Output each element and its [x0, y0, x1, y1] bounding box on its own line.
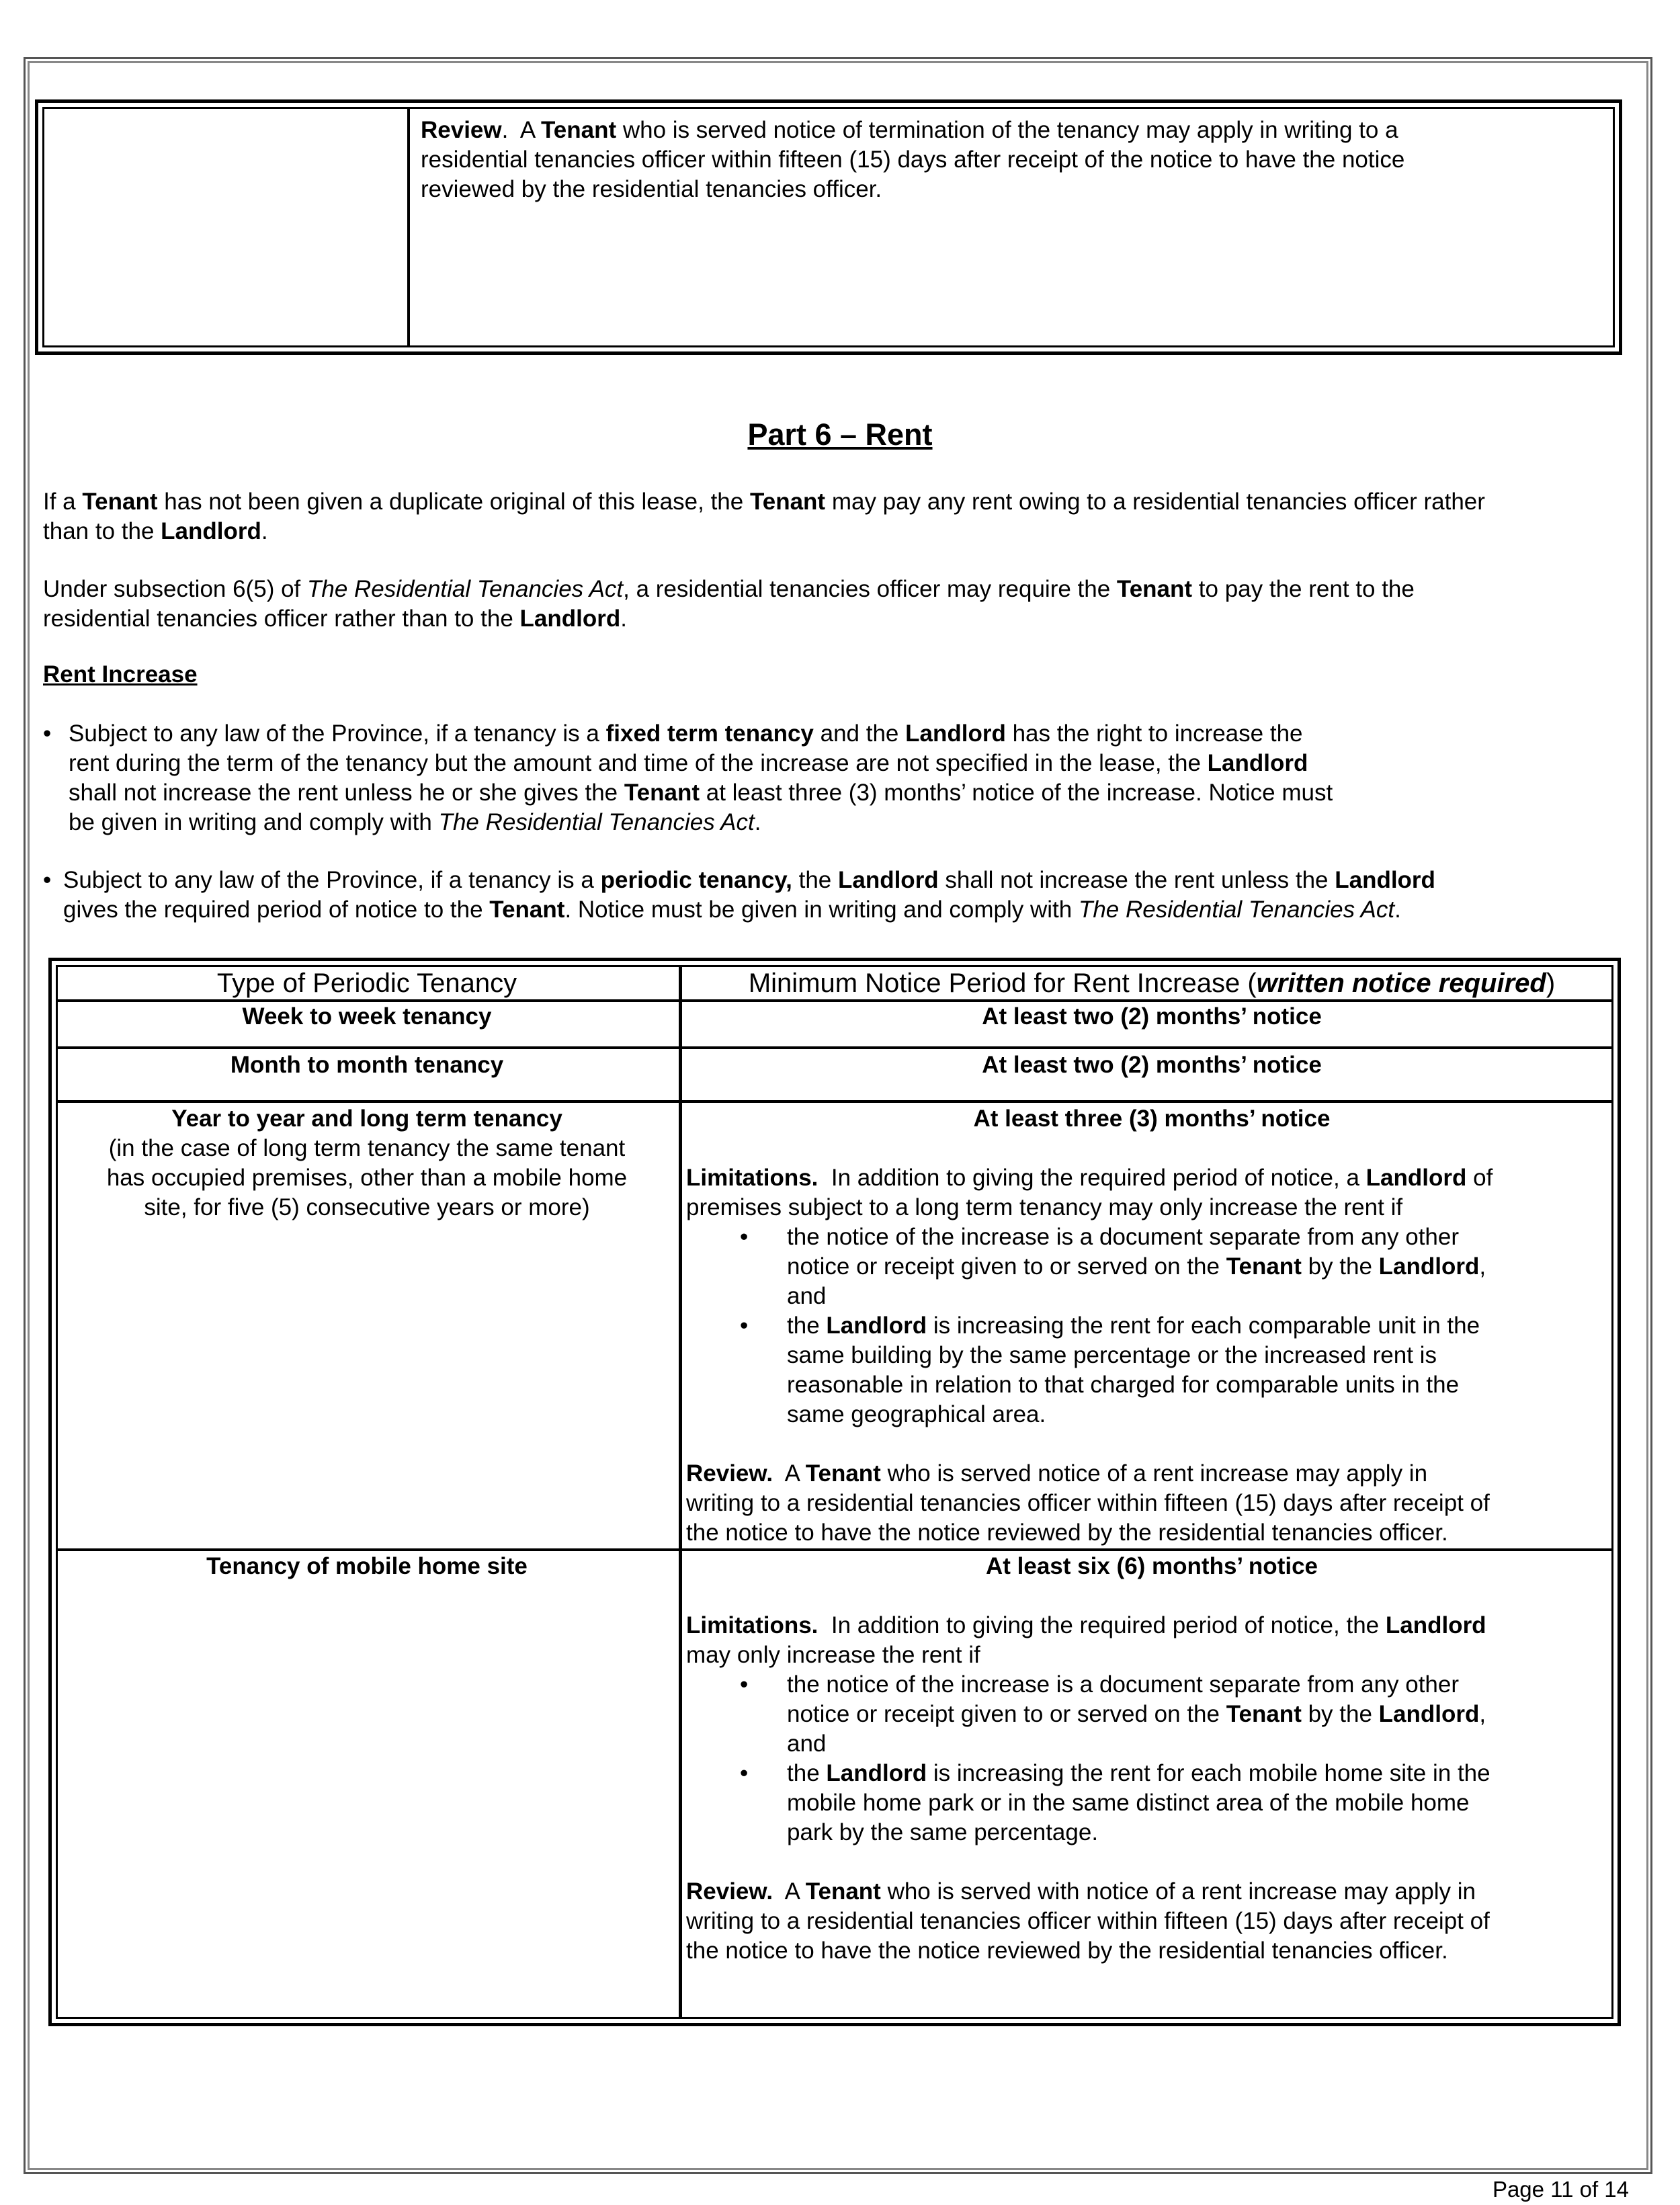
table-row-year-notice: At least three (3) months’ notice Limitations. In addition to giving the required period of notice, a Landlord of premises subject to a long term tenancy may only increase the rent if • the notice of the increase is a document separate from any other notice or receipt given to or served on the Tenant by the Landlord, and • the Landlord is increasing the rent for each comparable unit in the same building by the same percentage or the increased rent is reasonable in relation to that charged for comparable units in the same geographical area. Review. A Tenant who is served notice of a rent increase may apply in writing to a residential tenancies officer within fifteen (15) days after receipt of the notice to have the notice reviewed by the residential tenancies officer. [686, 1104, 1618, 1548]
table-row-week-notice: At least two (2) months’ notice [982, 1003, 1322, 1030]
periodic-bullet: • Subject to any law of the Province, if a tenancy is a periodic tenancy, the Landlord shall not increase the rent unless the Landlord gives the required period of notice to the Tenant. Notice must be given in writing and comply with The Residential Tenancies Act. [43, 867, 1435, 923]
review-cell: Review. A Tenant who is served notice of termination of the tenancy may apply in writing to a residential tenancies officer within fifteen (15) days after receipt of the notice to have the notice reviewed by the residential tenancies officer. [421, 117, 1405, 202]
rent-increase-table [48, 958, 1621, 2026]
list-item: • the notice of the increase is a document separate from any other notice or receipt given to or served on the Tenant by the Landlord, and [740, 1671, 1486, 1757]
empty-cell [44, 109, 410, 345]
part-heading: Part 6 – Rent [747, 417, 933, 452]
fixed-term-bullet: • Subject to any law of the Province, if a tenancy is a fixed term tenancy and the Landlord has the right to increase the rent during the term of the tenancy but the amount and time of the increase are not specified in the lease, the Landlord shall not increase the rent unless he or she gives the Tenant at least three (3) months’ notice of the increase. Notice must be given in writing and comply with The Residential Tenancies Act. [43, 720, 1333, 835]
subsection-paragraph: Under subsection 6(5) of The Residential Tenancies Act, a residential tenancies officer may require the Tenant to pay the rent to the residential tenancies officer rather than to the Landlord. [43, 576, 1415, 632]
rent-increase-heading: Rent Increase [43, 661, 198, 688]
header-tenancy-type: Type of Periodic Tenancy [216, 968, 517, 998]
header-notice-period: Minimum Notice Period for Rent Increase (written notice required) [748, 968, 1556, 998]
list-item: • the Landlord is increasing the rent for each mobile home site in the mobile home park or in the same distinct area of the mobile home park by the same percentage. [740, 1760, 1490, 1845]
table-row-year: Year to year and long term tenancy (in the case of long term tenancy the same tenant has occupied premises, other than a mobile home site, for five (5) consecutive years or more) [106, 1106, 628, 1220]
page-number: Page 11 of 14 [1492, 2177, 1629, 2202]
year-limitations-list [686, 1222, 1618, 1429]
table-row-week: Week to week tenancy [242, 1003, 492, 1030]
table-row-mobile-home-notice: At least six (6) months’ notice Limitations. In addition to giving the required period of notice, the Landlord may only increase the rent if • the notice of the increase is a document separate from any other notice or receipt given to or served on the Tenant by the Landlord, and • the Landlord is increasing the rent for each mobile home site in the mobile home park or in the same distinct area of the mobile home park by the same percentage. Review. A Tenant who is served with notice of a rent increase may apply in writing to a residential tenancies officer within fifteen (15) days after receipt of the notice to have the notice reviewed by the residential tenancies officer. [686, 1552, 1618, 1966]
list-item: • the notice of the increase is a document separate from any other notice or receipt given to or served on the Tenant by the Landlord, and [740, 1224, 1486, 1309]
mobile-limitations-list [686, 1670, 1618, 1847]
table-row-month-notice: At least two (2) months’ notice [982, 1052, 1322, 1078]
table-row-mobile-home: Tenancy of mobile home site [206, 1553, 528, 1579]
table-row-month: Month to month tenancy [230, 1052, 504, 1078]
termination-review-table [35, 99, 1622, 355]
list-item: • the Landlord is increasing the rent for each comparable unit in the same building by the same percentage or the increased rent is reasonable in relation to that charged for comparable units in the same geographical area. [740, 1313, 1480, 1427]
duplicate-lease-paragraph: If a Tenant has not been given a duplicate original of this lease, the Tenant may pay any rent owing to a residential tenancies officer rather than to the Landlord. [43, 489, 1485, 544]
